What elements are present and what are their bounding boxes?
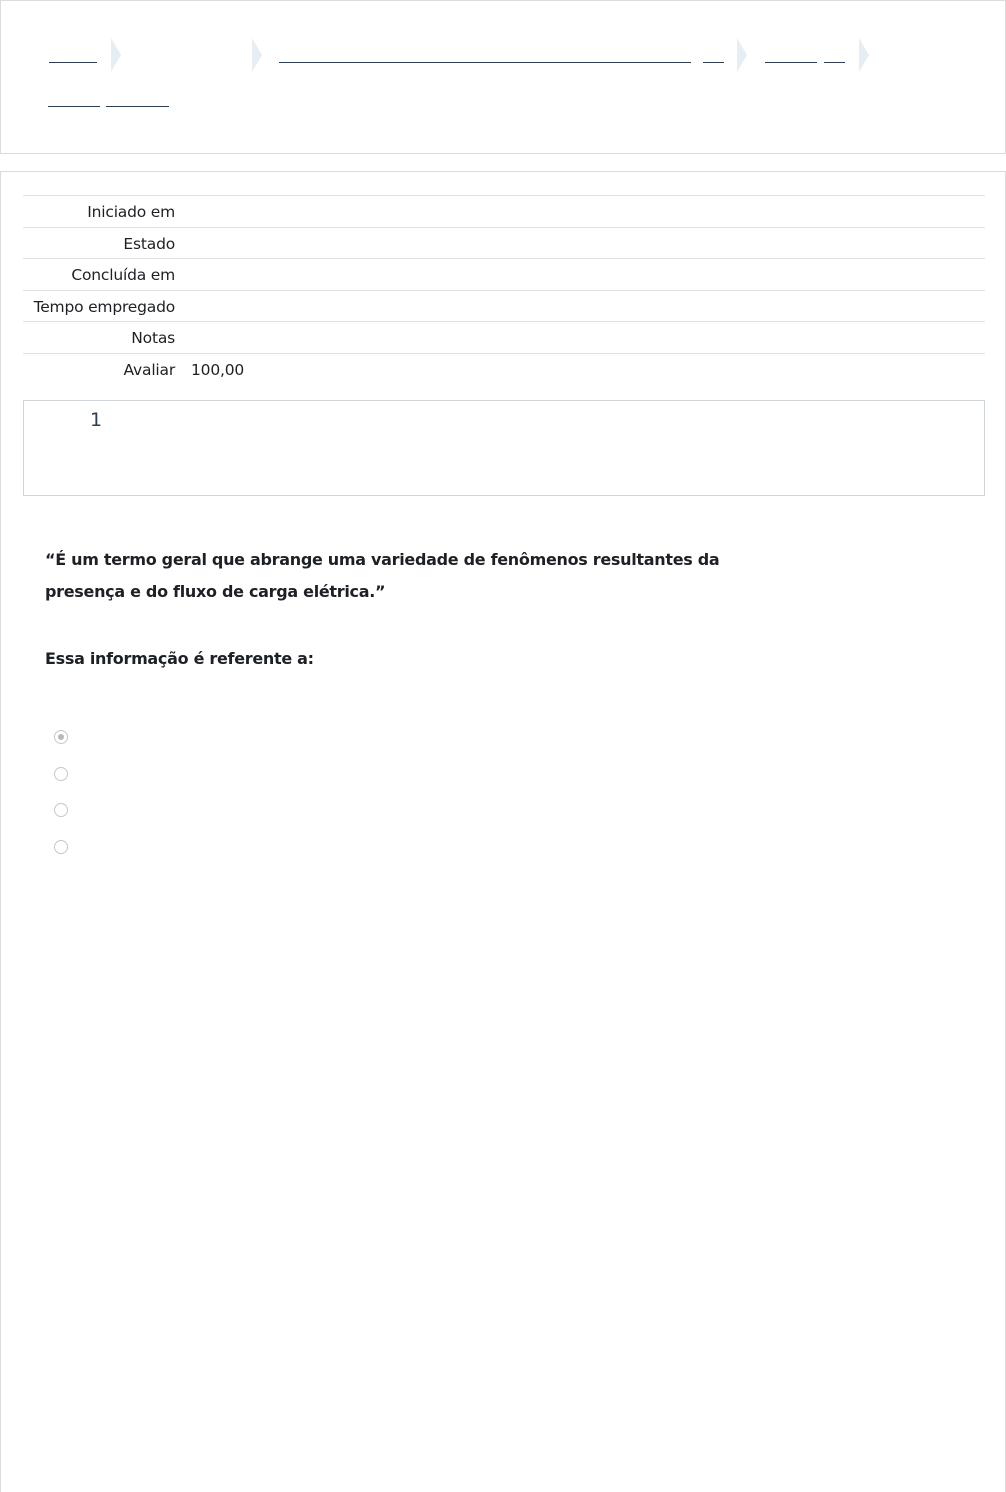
summary-label: Iniciado em (87, 203, 175, 221)
summary-label: Notas (131, 329, 175, 347)
answer-radio[interactable] (54, 730, 68, 744)
summary-label: Concluída em (71, 266, 175, 284)
breadcrumb-separator-icon (111, 38, 121, 72)
breadcrumb-link-7[interactable] (48, 106, 100, 107)
question-text: “É um termo geral que abrange uma variedade de fenômenos resultantes da presença e do fluxo de carga elétrica.” (45, 550, 720, 601)
summary-label: Estado (123, 234, 175, 253)
breadcrumb-link-6[interactable] (824, 62, 845, 63)
answer-radio[interactable] (54, 840, 68, 854)
breadcrumb-separator-icon (252, 38, 262, 72)
summary-value (183, 322, 985, 354)
breadcrumb-link-8[interactable] (106, 106, 169, 107)
breadcrumb-link-3[interactable] (279, 62, 691, 63)
summary-row-started (23, 196, 985, 228)
answer-radio[interactable] (54, 803, 68, 817)
summary-label: Avaliar (123, 360, 175, 379)
summary-row-state (23, 227, 985, 259)
question-prompt: Essa informação é referente a: (45, 649, 314, 668)
question-info-box (23, 400, 985, 496)
breadcrumb-link-5[interactable] (765, 62, 817, 63)
attempt-summary-table (23, 195, 985, 384)
summary-row-time-taken (23, 290, 985, 322)
summary-value (183, 259, 985, 291)
breadcrumb-link-4[interactable] (703, 62, 724, 63)
summary-row-marks (23, 322, 985, 354)
summary-row-completed (23, 259, 985, 291)
summary-row-grade (23, 353, 985, 384)
summary-value (183, 196, 985, 228)
summary-label: Tempo empregado (33, 297, 175, 316)
summary-value (183, 290, 985, 322)
breadcrumb-card (0, 0, 1006, 154)
quiz-review-card (0, 171, 1006, 1492)
question-number: 1 (90, 409, 103, 431)
answer-radio[interactable] (54, 767, 68, 781)
summary-value (183, 227, 985, 259)
breadcrumb-link-1[interactable] (49, 62, 97, 63)
breadcrumb-separator-icon (859, 38, 869, 72)
breadcrumb-separator-icon (737, 38, 747, 72)
summary-value: 100,00 (191, 360, 245, 379)
